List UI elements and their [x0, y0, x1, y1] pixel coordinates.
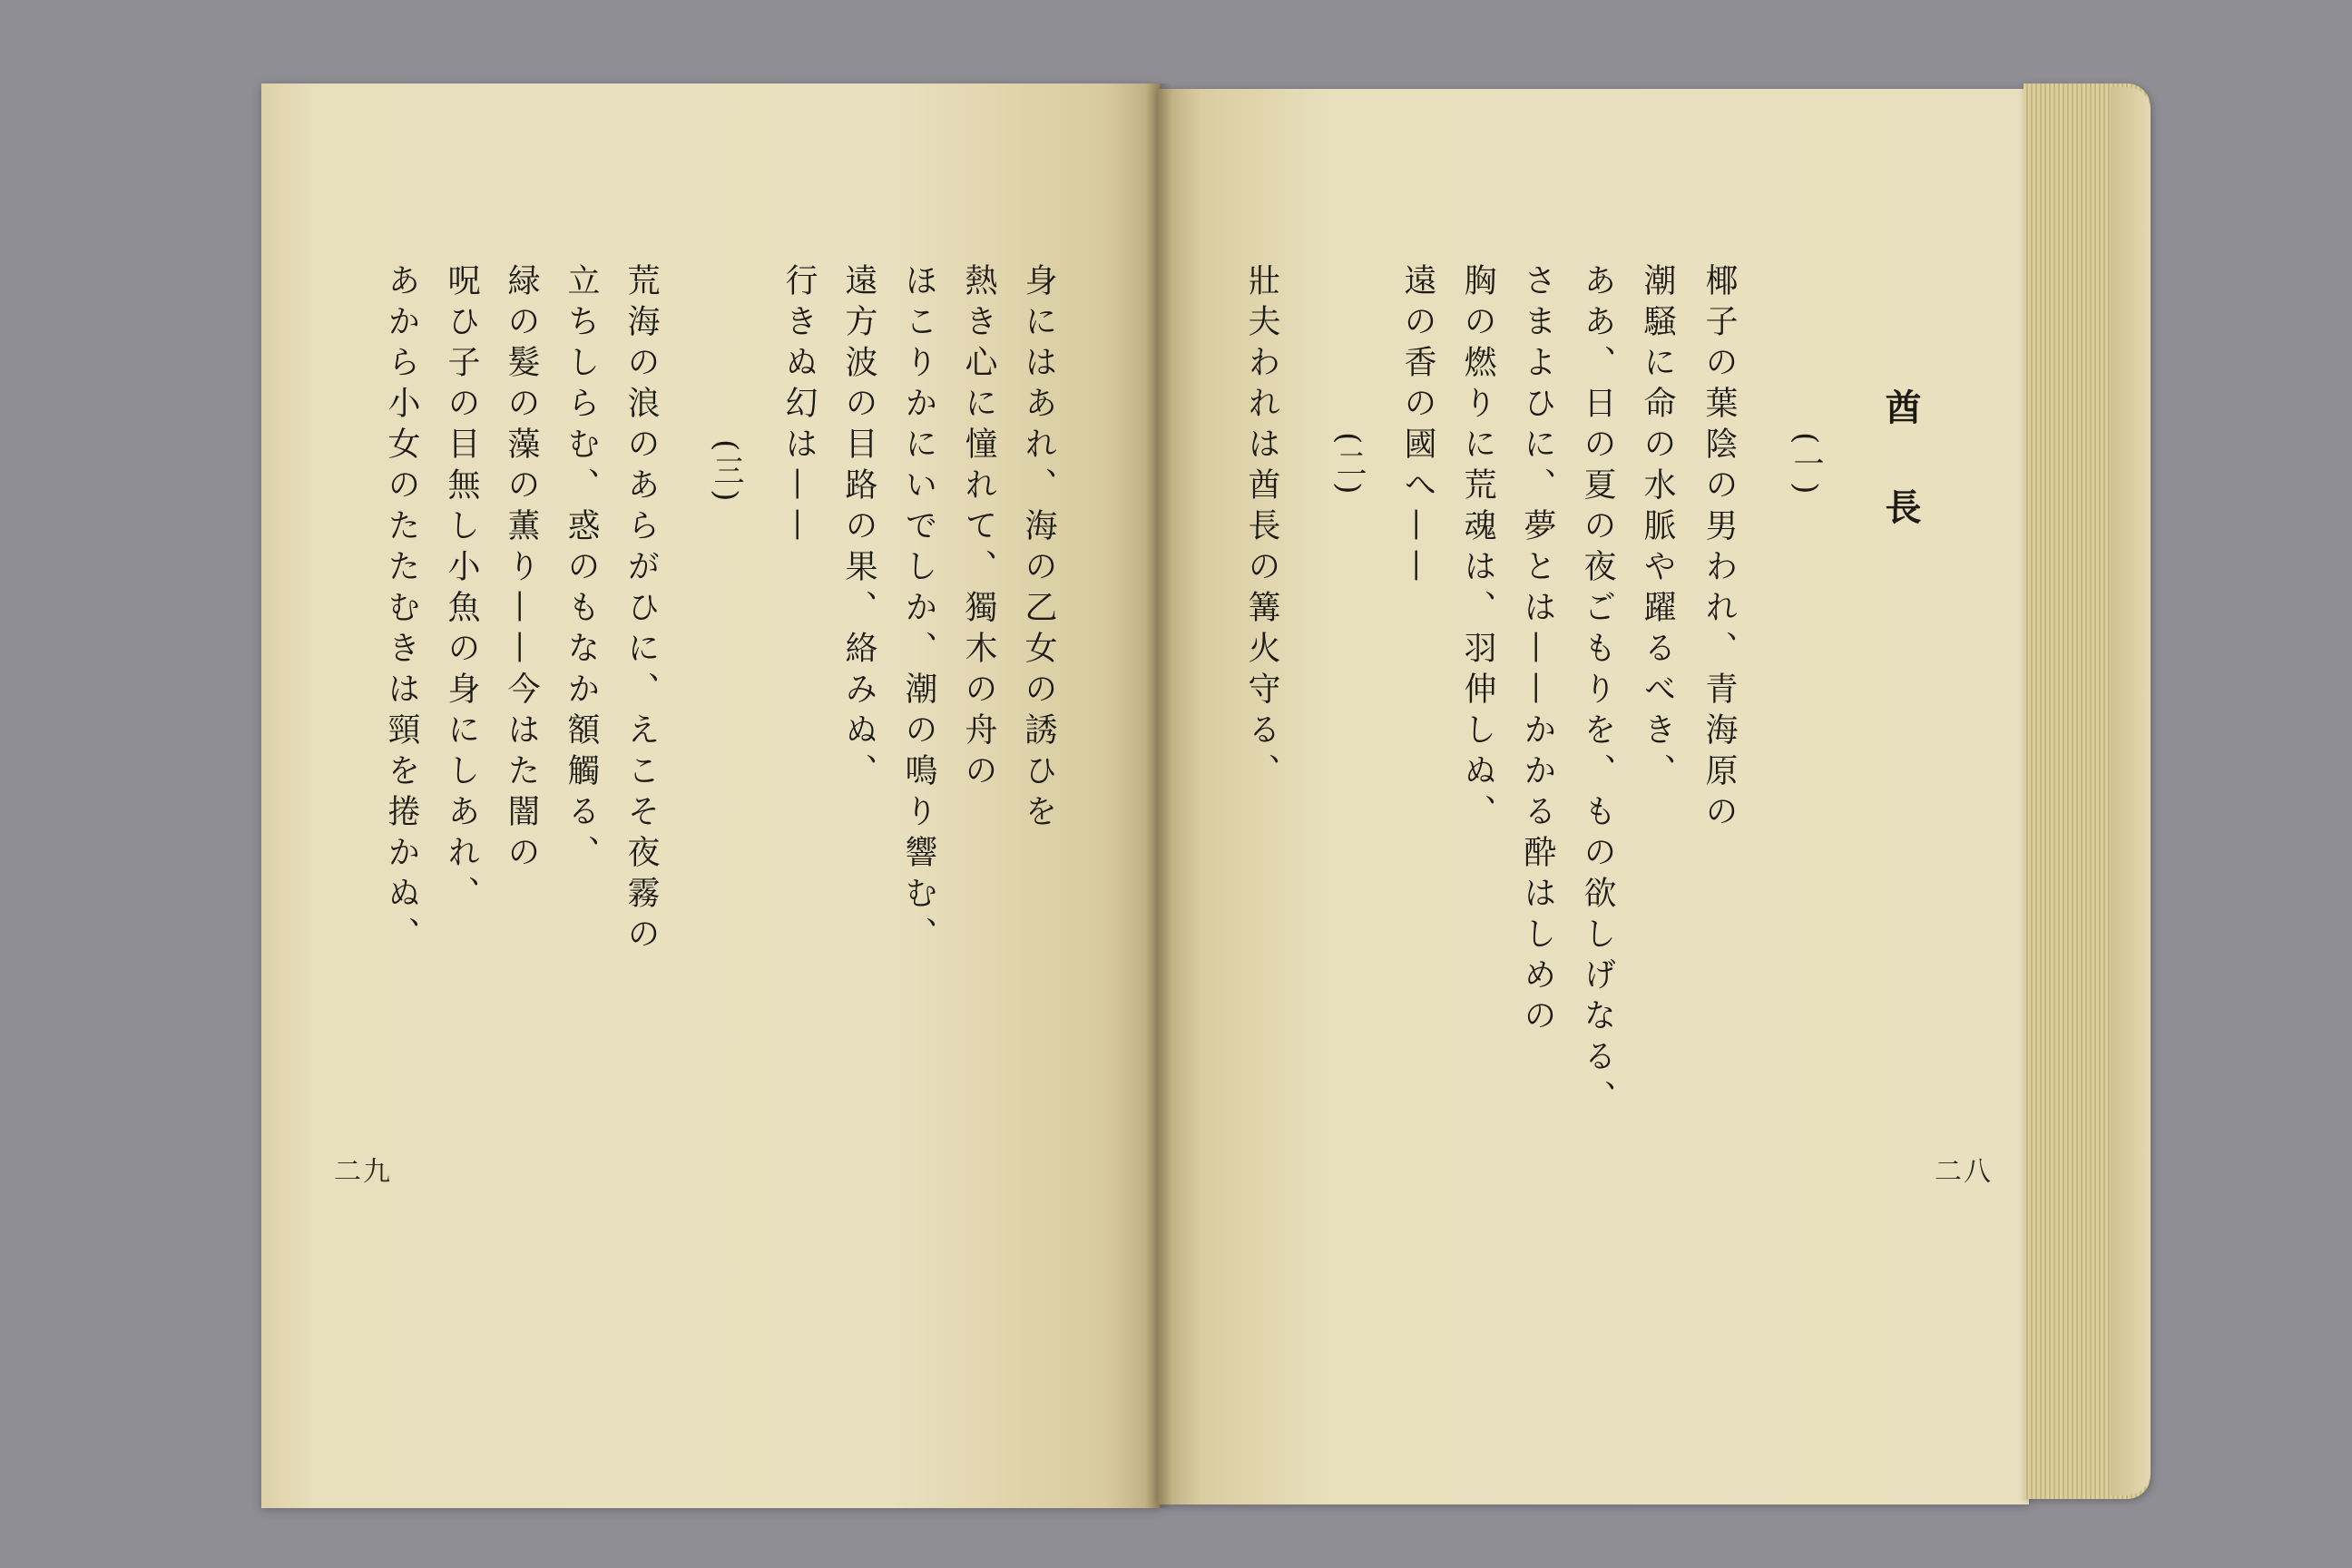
poem-line: 熱き心に憧れて、獨木の舟の — [960, 263, 997, 794]
poem-line: 遠の香の國へ—— — [1399, 263, 1436, 590]
poem-line: 行きぬ幻は—— — [780, 263, 818, 549]
book-edge — [2111, 87, 2151, 1495]
poem-line: 立ちしらむ、惑のもなか額觸る、 — [563, 263, 600, 876]
poem-line: あから小女のたたむきは頸を捲かぬ、 — [383, 263, 420, 957]
poem-line: 呪ひ子の目無し小魚の身にしあれ、 — [443, 263, 480, 916]
poem-line: ほこりかにいでしか、潮の鳴り響む、 — [900, 263, 937, 957]
page-number-left: 二九 — [334, 1156, 392, 1188]
section-number-2: (二) — [1330, 432, 1367, 498]
poem-line: 荒海の浪のあらがひに、えこそ夜霧の — [622, 263, 660, 957]
poem-line: 椰子の葉陰の男われ、青海原の — [1700, 263, 1738, 835]
poem-title: 酋長 — [1879, 388, 1922, 588]
poem-line: 身にはあれ、海の乙女の誘ひを — [1020, 263, 1057, 835]
poem-line: 胸の燃りに荒魂は、羽伸しぬ、 — [1459, 263, 1496, 835]
section-number-1: (一) — [1788, 432, 1824, 498]
book-gutter — [1145, 83, 1172, 1508]
poem-line: ああ、日の夏の夜ごもりを、もの欲しげなる、 — [1579, 263, 1616, 1121]
poem-line: 潮騒に命の水脈や躍るべき、 — [1639, 263, 1676, 794]
poem-line: 遠方波の目路の果、絡みぬ、 — [840, 263, 877, 794]
poem-line: 緑の髮の藻の薫り——今はた闇の — [503, 263, 540, 876]
page-number-right: 二八 — [1935, 1156, 1993, 1188]
section-number-3: (三) — [708, 439, 744, 505]
poem-line: さまよひに、夢とは——かかる酔はしめの — [1519, 263, 1556, 1039]
poem-line: 壯夫われは酋長の篝火守る、 — [1243, 263, 1280, 794]
